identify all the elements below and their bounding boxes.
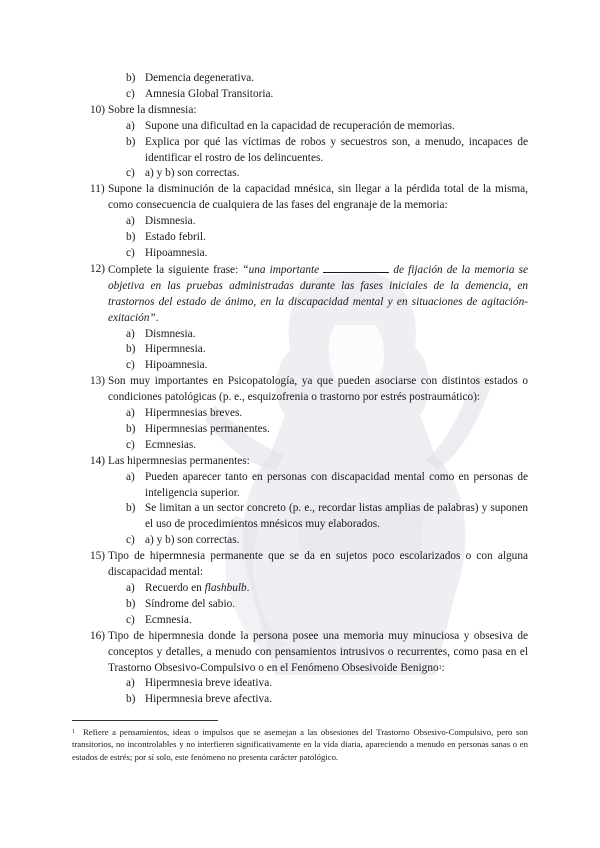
option-letter: a) — [126, 677, 135, 690]
option-letter: c) — [126, 613, 135, 626]
question-quote-rest: de fijación de la memoria se objetiva en las pruebas administradas durante las fases iniciales de la demencia, en trastornos del estado de ánimo, en la discapacidad mental y en situaciones de agitación-exitación” — [108, 263, 529, 324]
option-letter: c) — [126, 438, 135, 451]
option-letter: a) — [126, 407, 135, 420]
option-letter: c) — [126, 246, 135, 259]
question-16 — [0, 629, 600, 677]
option-letter: c) — [126, 167, 135, 180]
question-10 — [0, 103, 600, 119]
list-item — [0, 119, 600, 135]
question-text: Las hipermnesias permanentes: — [108, 454, 250, 467]
question-12 — [0, 262, 600, 327]
option-letter: c) — [126, 359, 135, 372]
option-letter: a) — [126, 327, 135, 340]
list-item — [0, 246, 600, 262]
fill-in-blank — [323, 262, 389, 273]
option-letter: b) — [126, 231, 136, 244]
list-item — [0, 342, 600, 358]
question-text: Tipo de hipermnesia permanente que se da en sujetos poco escolarizados o con alguna discapacidad mental: — [108, 550, 528, 579]
option-text-end: . — [246, 582, 250, 594]
option-text: Se limitan a un sector concreto (p. e., recordar listas amplias de palabras) y suponen el uso de procedimientos mnésicos muy elaborados. — [145, 502, 528, 531]
option-text: Estado febril. — [145, 231, 206, 244]
option-text: Ecmnesias. — [145, 438, 197, 451]
list-item — [0, 597, 600, 613]
list-item — [0, 581, 600, 597]
option-letter: a) — [126, 582, 135, 594]
question-text: Supone la disminución de la capacidad mnésica, sin llegar a la pérdida total de la misma, como consecuencia de cualquiera de las fases del engranaje de la memoria: — [108, 183, 528, 212]
question-text: Complete la siguiente frase: — [108, 263, 243, 276]
option-text: Hipermnesia breve ideativa. — [145, 677, 273, 690]
option-letter: c) — [126, 87, 135, 100]
question-text: Sobre la dismnesia: — [108, 103, 197, 116]
question-number: 10) — [90, 103, 106, 116]
list-item — [0, 501, 600, 533]
footnote-divider — [72, 720, 218, 721]
question-number: 12) — [90, 262, 106, 275]
option-letter: a) — [126, 215, 135, 228]
footnote — [72, 726, 528, 763]
option-text: Amnesia Global Transitoria. — [145, 87, 274, 100]
list-item — [0, 406, 600, 422]
option-text: Dismnesia. — [145, 215, 196, 228]
question-number: 11) — [90, 183, 105, 196]
question-text-end: . — [155, 311, 159, 324]
option-text: Dismnesia. — [145, 327, 196, 340]
option-letter: b) — [126, 693, 136, 706]
question-13 — [0, 374, 600, 406]
question-14 — [0, 454, 600, 470]
list-item — [0, 533, 600, 549]
list-item — [0, 438, 600, 454]
option-text: Explica por qué las víctimas de robos y secuestros son, a menudo, incapaces de identificar el rostro de los delincuentes. — [145, 135, 528, 164]
option-letter: b) — [126, 597, 136, 610]
option-text: Pueden aparecer tanto en personas con discapacidad mental como en personas de inteligencia superior. — [145, 470, 528, 499]
question-number: 16) — [90, 629, 106, 642]
option-text: Ecmnesia. — [145, 613, 192, 626]
list-item — [0, 230, 600, 246]
footnote-reference[interactable]: 1 — [438, 664, 442, 671]
list-item — [0, 135, 600, 167]
list-item — [0, 422, 600, 438]
option-letter: b) — [126, 502, 136, 515]
question-number: 13) — [90, 375, 106, 388]
option-letter: b) — [126, 72, 136, 84]
list-item — [0, 613, 600, 629]
option-text: Hipoamnesia. — [145, 246, 208, 259]
option-text: Hipermnesias breves. — [145, 407, 243, 420]
option-letter: b) — [126, 343, 136, 356]
list-item — [0, 327, 600, 343]
question-11 — [0, 182, 600, 214]
question-number: 15) — [90, 550, 106, 563]
option-text: Supone una dificultad en la capacidad de recuperación de memorias. — [145, 119, 455, 132]
option-text: Hipermnesias permanentes. — [145, 422, 270, 435]
list-item — [0, 71, 600, 87]
footnote-mark: 1 — [72, 729, 75, 735]
option-text: Síndrome del sabio. — [145, 597, 236, 610]
question-number: 14) — [90, 454, 106, 467]
list-item — [0, 692, 600, 708]
option-text: Hipoamnesia. — [145, 359, 208, 372]
option-text: Recuerdo en — [145, 582, 205, 594]
question-15 — [0, 549, 600, 581]
option-letter: b) — [126, 422, 136, 435]
option-letter: c) — [126, 534, 135, 547]
footnote-text: Refiere a pensamientos, ideas o impulsos que se asemejan a las obsesiones del Trastorno Obsesivo-Compulsivo, pero son transitorios, no incontrolables y no interfieren significativamente en la vida diaria, apareciendo a menudo en personas sanas o en estados de estrés; por sí solo, este fenómeno no presenta carácter patológico. — [72, 727, 528, 762]
question-text-end: : — [441, 661, 445, 674]
list-item — [0, 166, 600, 182]
question-quote-start: “una importante — [242, 263, 320, 276]
list-item — [0, 87, 600, 103]
option-text: Hipermnesia breve afectiva. — [145, 693, 273, 706]
option-text-italic: flashbulb — [204, 582, 247, 594]
question-text: Tipo de hipermnesia donde la persona posee una memoria muy minuciosa y obsesiva de conceptos y detalles, a menudo con pensamientos intrusivos o recurrentes, como pasa en el Trastorno Obsesivo-Compulsivo o en el Fenómeno Obsesivoide Benigno — [108, 629, 528, 674]
question-text: Son muy importantes en Psicopatología, ya que pueden asociarse con distintos estados o condiciones patológicas (p. e., esquizofrenia o trastorno por estrés postraumático): — [108, 375, 528, 404]
option-text: a) y b) son correctas. — [145, 167, 240, 180]
list-item — [0, 214, 600, 230]
list-item — [0, 676, 600, 692]
list-item — [0, 470, 600, 502]
option-text: a) y b) son correctas. — [145, 534, 240, 547]
option-letter: a) — [126, 119, 135, 132]
list-item — [0, 358, 600, 374]
option-letter: a) — [126, 470, 135, 483]
option-text: Hipermnesia. — [145, 343, 206, 356]
option-letter: b) — [126, 135, 136, 148]
option-text: Demencia degenerativa. — [145, 72, 255, 84]
